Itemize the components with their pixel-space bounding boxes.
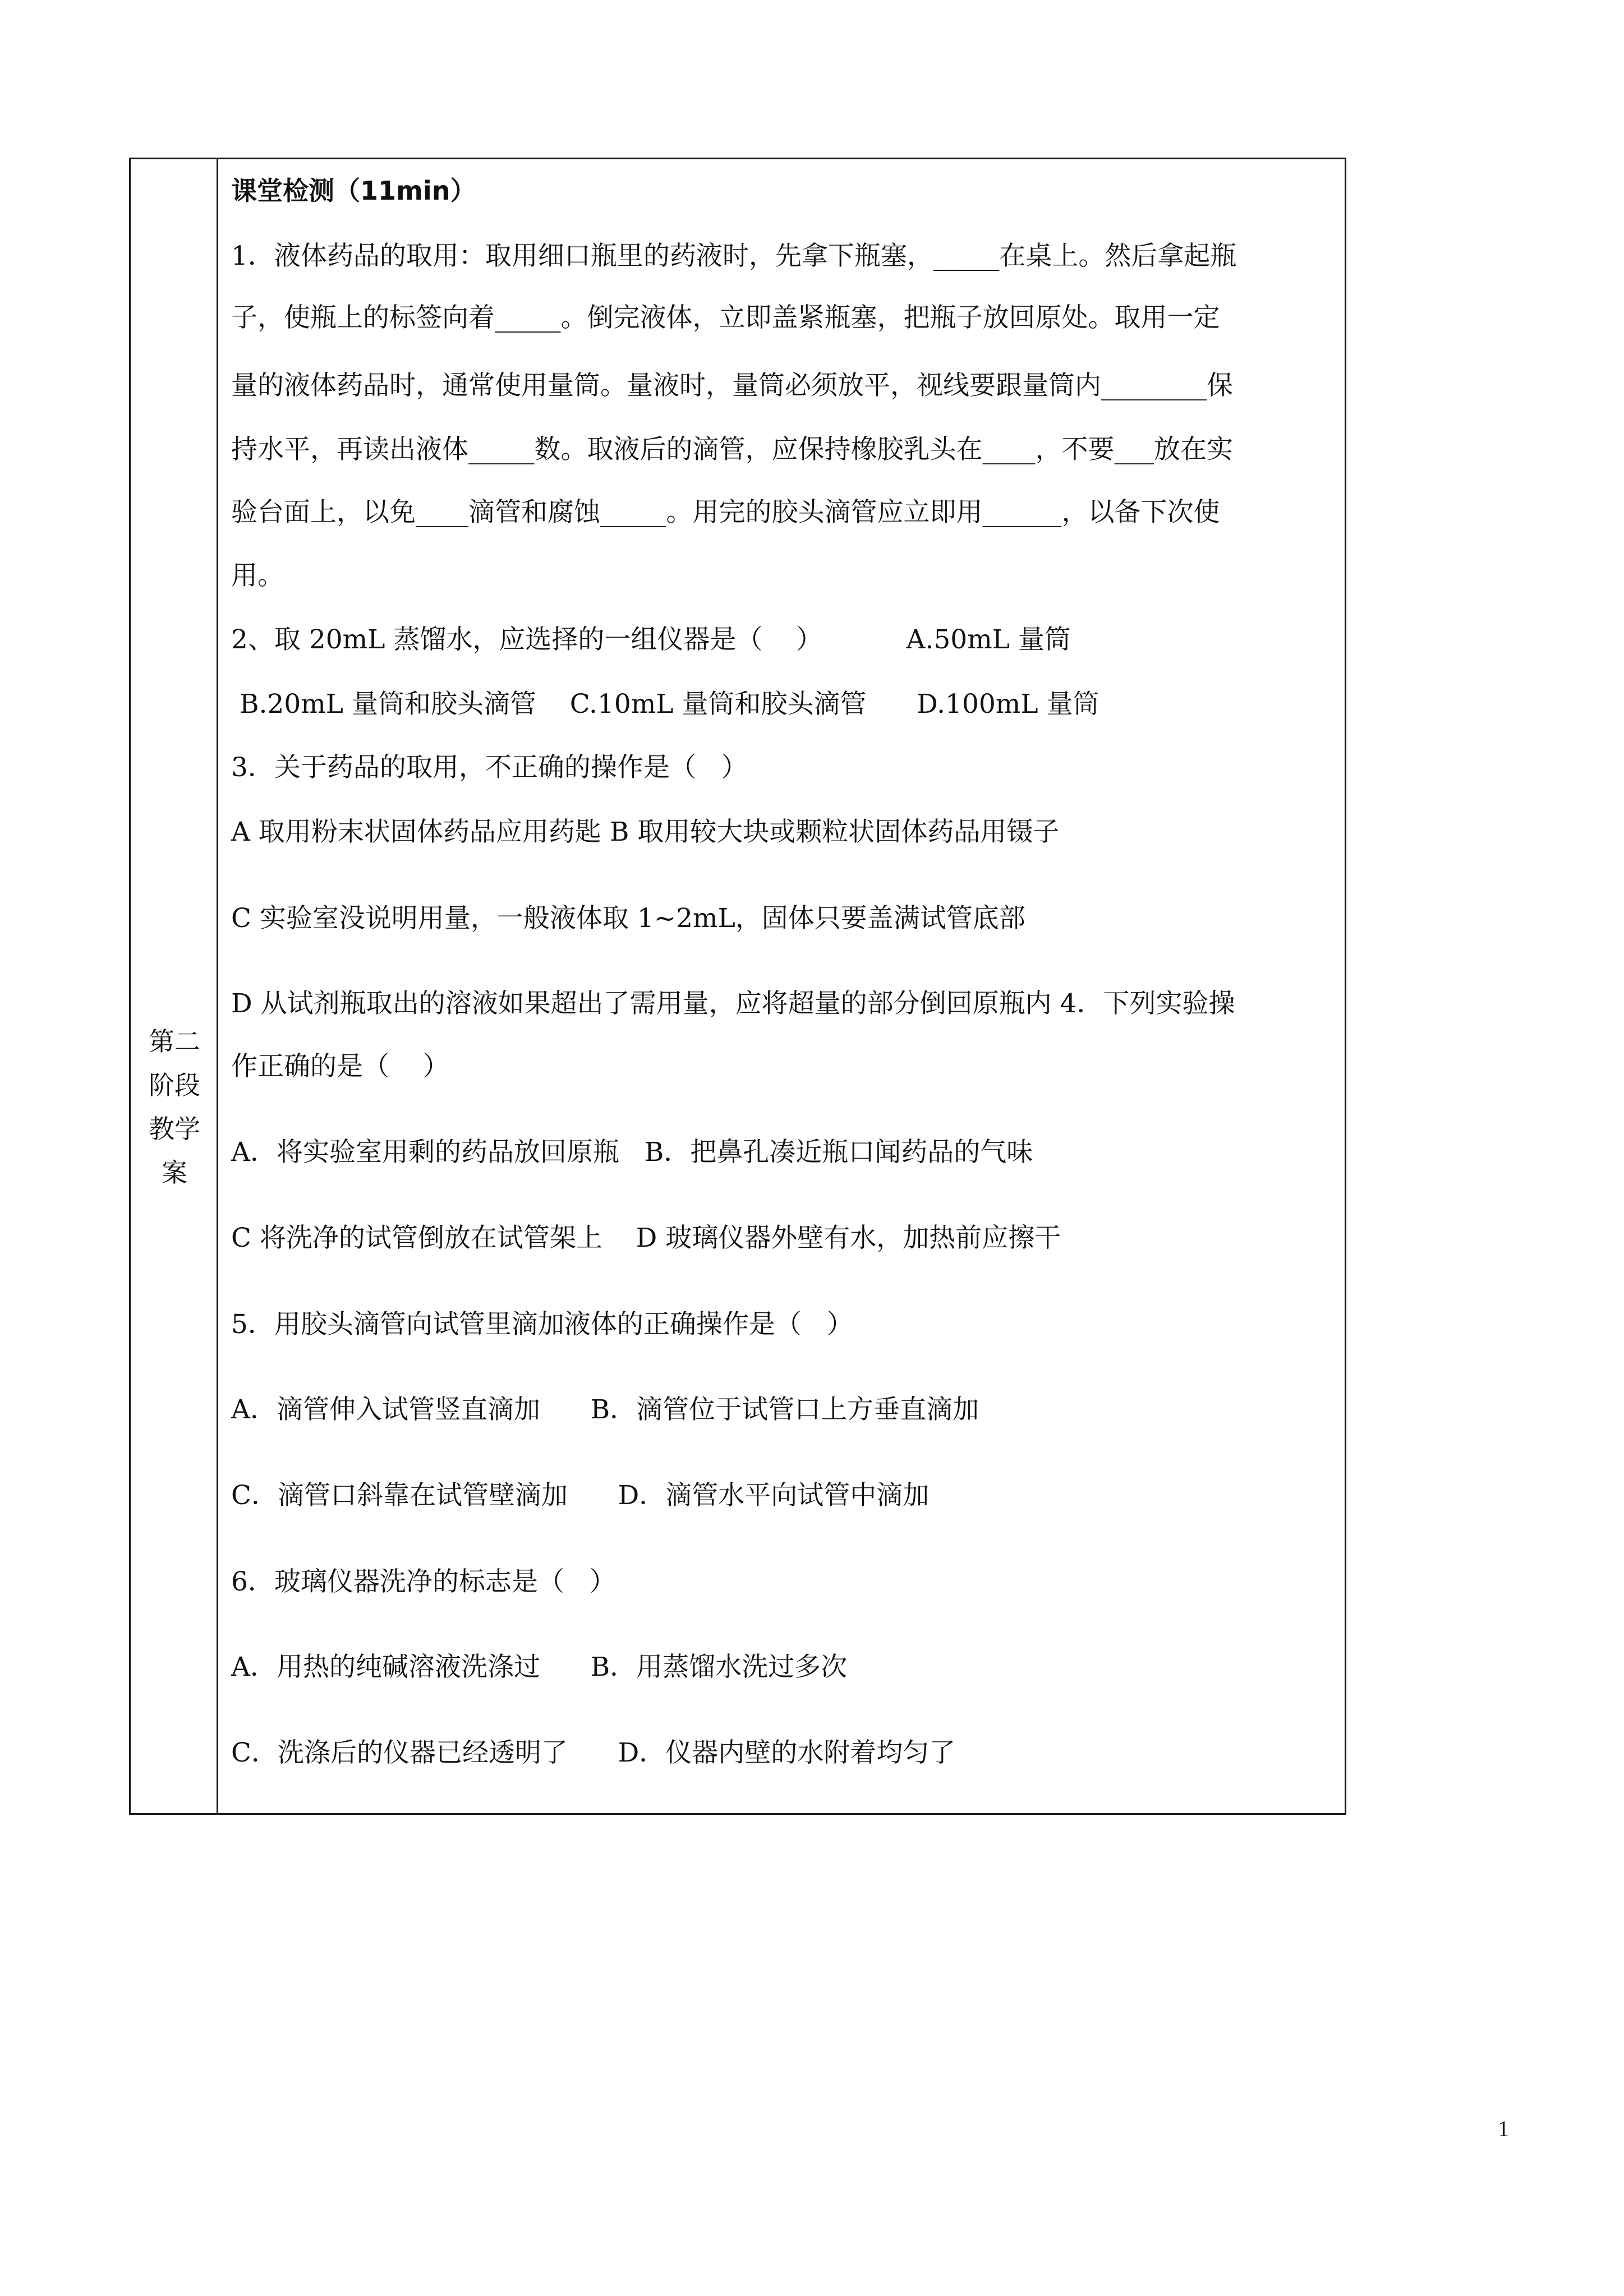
question-2-stem: 2、取 20mL 蒸馏水，应选择的一组仪器是（ ） A.50mL 量筒 [231, 624, 1071, 655]
stage-label-line: 教学 [149, 1114, 200, 1144]
lesson-plan-table [129, 158, 1346, 1815]
question-3-option: C 实验室没说明用量，一般液体取 1~2mL，固体只要盖满试管底部 [231, 903, 1025, 934]
question-3-option: D 从试剂瓶取出的溶液如果超出了需用量，应将超量的部分倒回原瓶内 4．下列实验操 [231, 988, 1235, 1019]
question-2-options: B.20mL 量筒和胶头滴管 C.10mL 量筒和胶头滴管 D.100mL 量筒 [231, 689, 1099, 720]
question-5-stem: 5．用胶头滴管向试管里滴加液体的正确操作是（ ） [231, 1309, 853, 1340]
stage-label-line: 第二 [149, 1026, 200, 1057]
stage-label-line: 案 [162, 1158, 187, 1188]
question-4-stem: 作正确的是（ ） [231, 1051, 449, 1082]
question-1-line: 子，使瓶上的标签向着_____。倒完液体，立即盖紧瓶塞，把瓶子放回原处。取用一定 [231, 302, 1220, 333]
question-1-line: 1．液体药品的取用：取用细口瓶里的药液时，先拿下瓶塞，_____在桌上。然后拿起瓶 [231, 241, 1237, 271]
question-3-option: A 取用粉末状固体药品应用药匙 B 取用较大块或颗粒状固体药品用镊子 [231, 817, 1060, 847]
question-5-option: A．滴管伸入试管竖直滴加 B．滴管位于试管口上方垂直滴加 [231, 1394, 979, 1425]
question-4-option: A．将实验室用剩的药品放回原瓶 B．把鼻孔凑近瓶口闻药品的气味 [231, 1137, 1033, 1168]
question-1-line: 用。 [231, 560, 284, 591]
question-1-line: 量的液体药品时，通常使用量筒。量液时，量筒必须放平，视线要跟量筒内________保 [231, 370, 1233, 401]
question-1-line: 验台面上，以免____滴管和腐蚀_____。用完的胶头滴管应立即用______，以备下次使 [231, 497, 1220, 528]
question-1-line: 持水平，再读出液体_____数。取液后的滴管，应保持橡胶乳头在____，不要___放在实 [231, 434, 1233, 465]
question-4-option: C 将洗净的试管倒放在试管架上 D 玻璃仪器外壁有水，加热前应擦干 [231, 1223, 1061, 1253]
stage-label [131, 1020, 218, 1195]
stage-label-line: 阶段 [149, 1070, 200, 1100]
question-3-stem: 3．关于药品的取用，不正确的操作是（ ） [231, 752, 748, 783]
section-heading: 课堂检测（11min） [231, 176, 476, 206]
question-6-option: C．洗涤后的仪器已经透明了 D．仪器内壁的水附着均匀了 [231, 1737, 956, 1768]
question-6-stem: 6．玻璃仪器洗净的标志是（ ） [231, 1566, 616, 1597]
stage-column [131, 159, 218, 1813]
question-6-option: A．用热的纯碱溶液洗涤过 B．用蒸馏水洗过多次 [231, 1652, 848, 1682]
page-number: 1 [1498, 2116, 1509, 2141]
question-5-option: C．滴管口斜靠在试管壁滴加 D．滴管水平向试管中滴加 [231, 1480, 930, 1511]
